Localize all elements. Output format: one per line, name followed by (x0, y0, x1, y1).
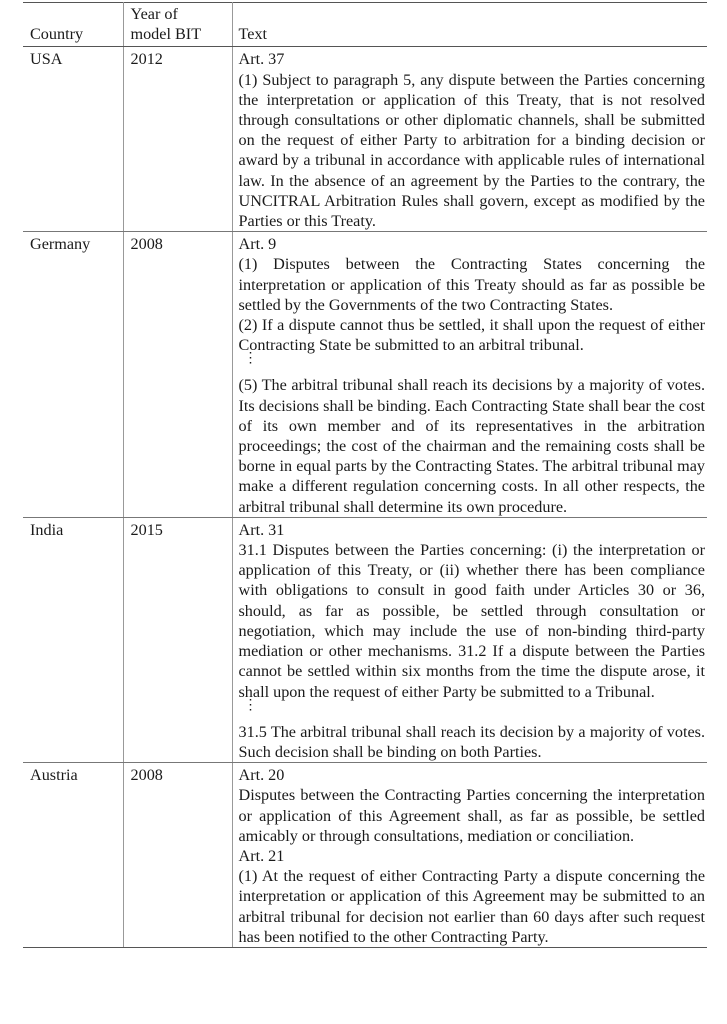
header-country: Country (23, 3, 123, 47)
cell-year: 2008 (123, 763, 232, 948)
omission-marker: ⋮ (243, 351, 258, 367)
cell-country: Germany (23, 232, 123, 518)
table-row (23, 763, 707, 948)
cell-country: Austria (23, 763, 123, 948)
header-text: Text (232, 3, 707, 47)
table-header (23, 3, 707, 47)
table-row (23, 232, 707, 518)
document-page (23, 2, 707, 1020)
article-paragraph: 31.1 Disputes between the Parties concerning: (i) the interpretation or application of this Treaty, or (ii) whether there has been compliance with obligations to consult in good faith under Articles 30 or 36, should, as far as possible, be settled through consultation or negotiation, which may include the use of non-binding third-party mediation or other mechanisms. 31.2 If a dispute between the Parties cannot be settled within six months from the time the dispute arose, it shall upon the request of either Party be submitted to a Tribunal. (238, 541, 705, 701)
cell-year: 2012 (123, 47, 232, 232)
header-year-label: Year of model BIT (130, 5, 202, 44)
model-bit-table (23, 2, 707, 948)
cell-year: 2015 (123, 517, 232, 762)
article-heading: Art. 20 (238, 766, 285, 785)
article-heading: Art. 31 (238, 520, 285, 539)
table-body (23, 47, 707, 948)
cell-text (232, 47, 707, 232)
cell-year: 2008 (123, 232, 232, 518)
article-paragraph: Disputes between the Contracting Parties concerning the interpretation or application of this Agreement shall, as far as possible, be settled amicably or through consultations, mediation or conciliation. (238, 786, 705, 845)
cell-text (232, 517, 707, 762)
table-row (23, 47, 707, 232)
header-row (23, 3, 707, 47)
cell-country: USA (23, 47, 123, 232)
cell-country: India (23, 517, 123, 762)
article-paragraph: (5) The arbitral tribunal shall reach its decisions by a majority of votes. Its decisions shall be binding. Each Contracting State shall bear the cost of its own member and of its representatives in the arbitration proceedings; the cost of the chairman and the remaining costs shall be borne in equal parts by the Contracting States. The arbitral tribunal may make a different regulation concerning costs. In all other respects, the arbitral tribunal shall determine its own procedure. (238, 376, 705, 516)
article-heading: Art. 9 (238, 235, 277, 254)
article-heading: Art. 37 (238, 50, 285, 69)
article-paragraph: 31.5 The arbitral tribunal shall reach its decision by a majority of votes. Such decision shall be binding on both Parties. (238, 722, 705, 761)
article-paragraph: (1) At the request of either Contracting Party a dispute concerning the interpretation or application of this Agreement may be submitted to an arbitral tribunal for decision not earlier than 60 days after such request has been notified to the other Contracting Party. (238, 867, 705, 946)
article-paragraph: (1) Disputes between the Contracting States concerning the interpretation or application of this Treaty should as far as possible be settled by the Governments of the two Contracting States. (238, 255, 705, 314)
omission-marker: ⋮ (243, 697, 258, 713)
article-paragraph: (2) If a dispute cannot thus be settled, it shall upon the request of either Contracting State be submitted to an arbitral tribunal. (238, 316, 705, 355)
header-year (123, 3, 232, 47)
cell-text (232, 232, 707, 518)
article-paragraph: (1) Subject to paragraph 5, any dispute between the Parties concerning the interpretation or application of this Treaty, that is not resolved through consultations or other diplomatic channels, shall be submitted on the request of either Party to arbitration for a binding decision or award by a tribunal in accordance with applicable rules of international law. In the absence of an agreement by the Parties to the contrary, the UNCITRAL Arbitration Rules shall govern, except as modified by the Parties or this Treaty. (238, 70, 705, 231)
cell-text (232, 763, 707, 948)
article-heading: Art. 21 (238, 846, 285, 865)
table-row (23, 517, 707, 762)
